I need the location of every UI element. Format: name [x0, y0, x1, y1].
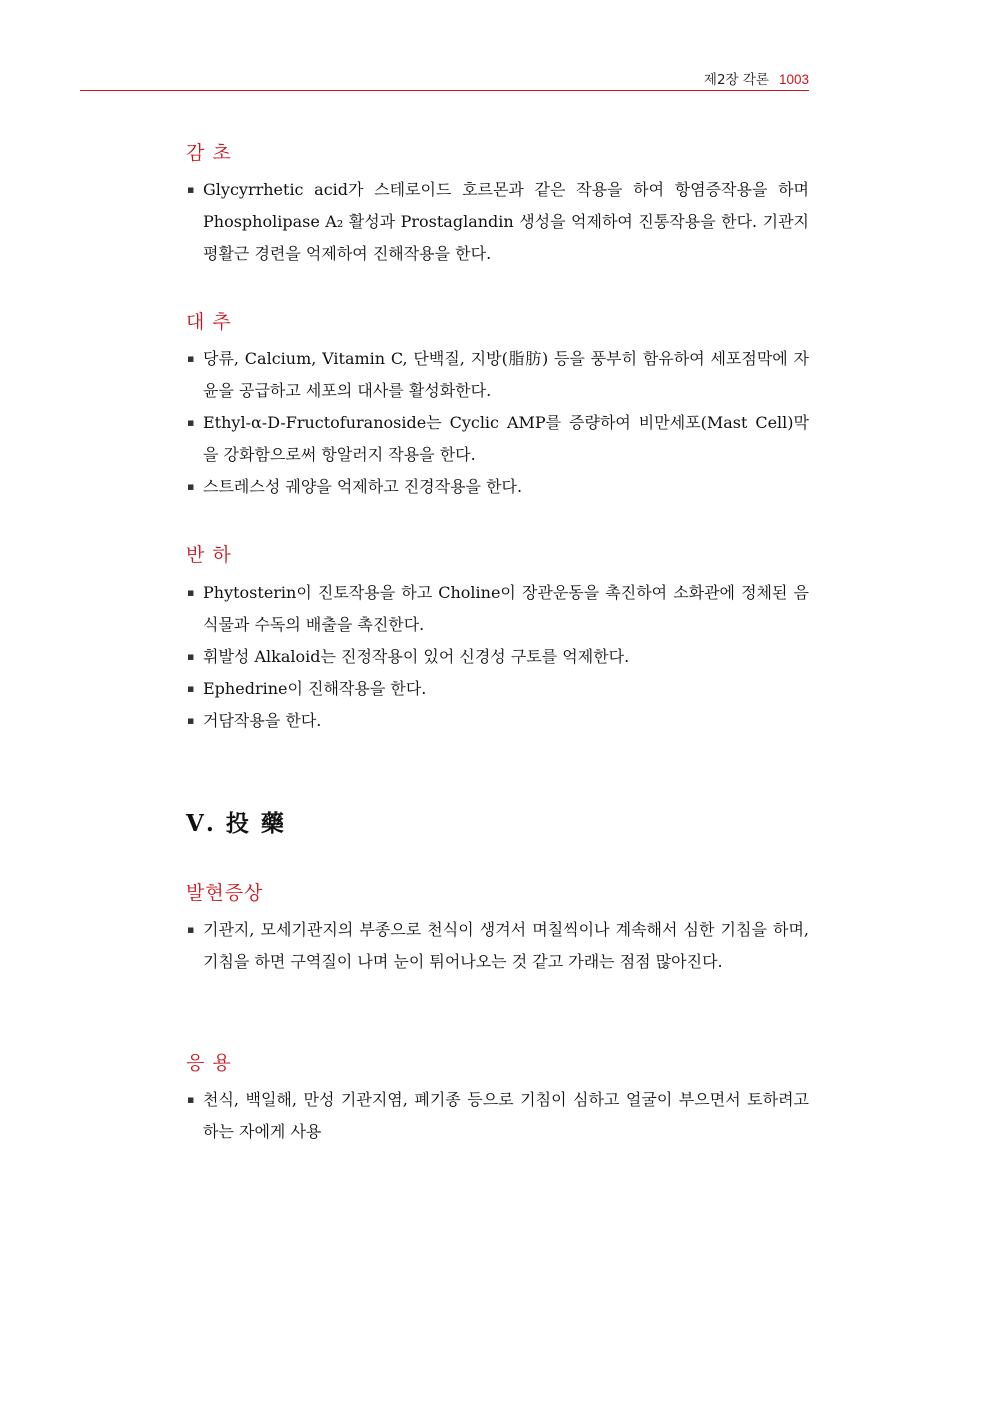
bullet-list	[186, 1084, 809, 1148]
page-number: 1003	[778, 72, 809, 87]
running-head	[704, 68, 809, 88]
section-title: 반 하	[186, 544, 232, 566]
list-item: ▪ 휘발성 Alkaloid는 진정작용이 있어 신경성 구토를 억제한다.	[186, 641, 809, 673]
list-item: ▪ 당류, Calcium, Vitamin C, 단백질, 지방(脂肪) 등을 풍부히 함유하여 세포점막에 자윤을 공급하고 세포의 대사를 활성화한다.	[186, 343, 809, 407]
section-daechu	[186, 307, 809, 496]
section-banha	[186, 540, 809, 730]
list-item: ▪ 거담작용을 한다.	[186, 705, 809, 737]
list-item: ▪ 기관지, 모세기관지의 부종으로 천식이 생겨서 며칠씩이나 계속해서 심한 기침을 하며, 기침을 하면 구역질이 나며 눈이 튀어나오는 것 같고 가래는 점점 많아진다.	[186, 914, 809, 978]
page-header	[80, 64, 809, 91]
list-item: ▪ Phytosterin이 진토작용을 하고 Choline이 장관운동을 촉진하여 소화관에 정체된 음식물과 수독의 배출을 촉진한다.	[186, 577, 809, 641]
list-item: ▪ 스트레스성 궤양을 억제하고 진경작용을 한다.	[186, 471, 809, 503]
chapter-label: 제2장 각론	[703, 72, 769, 88]
list-item: ▪ Glycyrrhetic acid가 스테로이드 호르몬과 같은 작용을 하여 항염증작용을 하며 Phospholipase A₂ 활성과 Prostaglandin 생성을 억제하여 진통작용을 한다. 기관지 평활근 경련을 억제하여 진해작용을 한다.	[186, 174, 809, 270]
bullet-list	[186, 343, 809, 503]
section-title: 발현증상	[186, 882, 264, 904]
section-title: 감 초	[186, 142, 232, 164]
bullet-list	[186, 577, 809, 737]
list-item: ▪ Ethyl-α-D-Fructofuranoside는 Cyclic AMP를 증량하여 비만세포(Mast Cell)막을 강화함으로써 항알러지 작용을 한다.	[186, 407, 809, 471]
section-title: 응 용	[186, 1052, 232, 1074]
section-gamcho	[186, 138, 809, 263]
section-symptoms	[186, 878, 809, 971]
list-item: ▪ Ephedrine이 진해작용을 한다.	[186, 673, 809, 705]
section-title: 대 추	[186, 311, 232, 333]
bullet-list	[186, 914, 809, 978]
section-application	[186, 1048, 809, 1141]
list-item: ▪ 천식, 백일해, 만성 기관지염, 폐기종 등으로 기침이 심하고 얼굴이 부으면서 토하려고 하는 자에게 사용	[186, 1084, 809, 1148]
bullet-list	[186, 174, 809, 270]
chapter-heading: Ⅴ. 投 藥	[186, 810, 286, 837]
